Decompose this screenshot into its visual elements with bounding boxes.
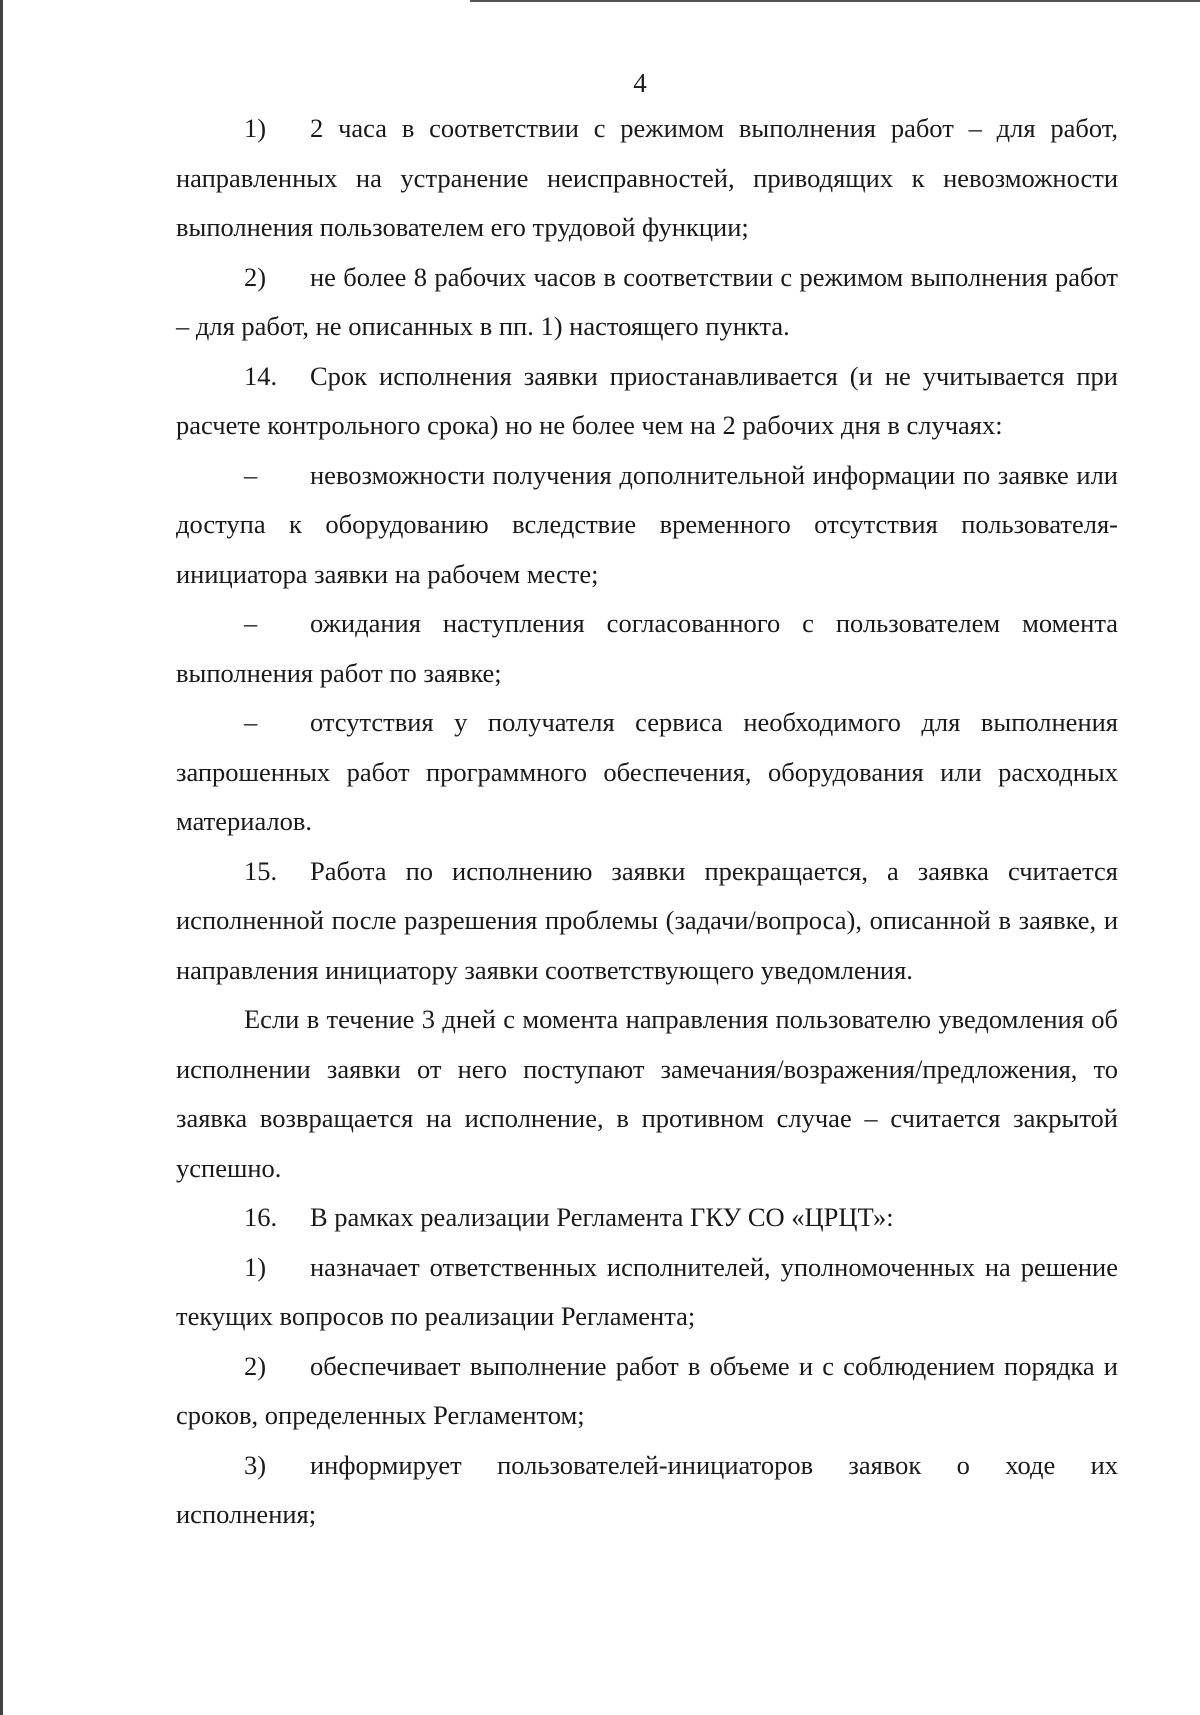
- item-marker: 1): [244, 113, 267, 143]
- list-item-2: [176, 253, 1118, 352]
- item-marker: 2): [244, 261, 267, 292]
- list-item-16-2: [176, 1342, 1118, 1441]
- clause-text: Работа по исполнению заявки прекращается, а заявка считается исполненной после разрешения проблемы (задачи/вопроса), описанной в заявке, и направления инициатору заявки соответствующего уведомления.: [176, 855, 1118, 985]
- clause-number: 16.: [244, 1202, 278, 1232]
- item-text: не более 8 рабочих часов в соответствии с режимом выполнения работ – для работ, не описанных в пп. 1) настоящего пункта.: [176, 261, 1118, 341]
- clause-14: [176, 352, 1118, 451]
- item-text: ожидания наступления согласованного с пользователем момента выполнения работ по заявке;: [176, 608, 1118, 688]
- dash-marker: –: [244, 459, 258, 490]
- document-body: [176, 104, 1118, 1540]
- dash-marker: –: [244, 707, 258, 737]
- item-text: 2 часа в соответствии с режимом выполнения работ – для работ, направленных на устранение неисправностей, приводящих к невозможности выполнения пользователем его трудовой функции;: [176, 113, 1118, 242]
- item-marker: 2): [244, 1350, 267, 1381]
- item-text: информирует пользователей-инициаторов заявок о ходе их исполнения;: [176, 1449, 1118, 1529]
- dash-item-1: [176, 451, 1118, 600]
- clause-text: Срок исполнения заявки приостанавливается (и не учитывается при расчете контрольного срока) но не более чем на 2 рабочих дня в случаях:: [176, 360, 1118, 440]
- clause-number: 14.: [244, 360, 278, 391]
- item-text: невозможности получения дополнительной информации по заявке или доступа к оборудованию вследствие временного отсутствия пользователя-инициатора заявки на рабочем месте;: [176, 459, 1118, 589]
- item-text: назначает ответственных исполнителей, уполномоченных на решение текущих вопросов по реализации Регламента;: [176, 1251, 1118, 1331]
- clause-number: 15.: [244, 855, 278, 886]
- page-number: 4: [633, 68, 647, 98]
- clause-16: [176, 1193, 1118, 1243]
- list-item-1: [176, 104, 1118, 253]
- item-text: отсутствия у получателя сервиса необходимого для выполнения запрошенных работ программного обеспечения, оборудования или расходных материалов.: [176, 707, 1118, 836]
- clause-15: [176, 847, 1118, 996]
- dash-marker: –: [244, 608, 258, 638]
- list-item-16-1: [176, 1243, 1118, 1342]
- scan-top-edge: [470, 0, 1200, 2]
- item-text: обеспечивает выполнение работ в объеме и с соблюдением порядка и сроков, определенных Регламентом;: [176, 1350, 1118, 1430]
- list-item-16-3: [176, 1441, 1118, 1540]
- item-marker: 1): [244, 1251, 267, 1282]
- dash-item-2: [176, 599, 1118, 698]
- item-marker: 3): [244, 1449, 267, 1480]
- clause-text: В рамках реализации Регламента ГКУ СО «ЦРЦТ»:: [310, 1202, 894, 1232]
- scan-left-edge: [0, 0, 3, 1715]
- dash-item-3: [176, 698, 1118, 847]
- clause-15-continuation: Если в течение 3 дней с момента направления пользователю уведомления об исполнении заявки от него поступают замечания/возражения/предложения, то заявка возвращается на исполнение, в противном случае – считается закрытой успешно.: [176, 1004, 1118, 1183]
